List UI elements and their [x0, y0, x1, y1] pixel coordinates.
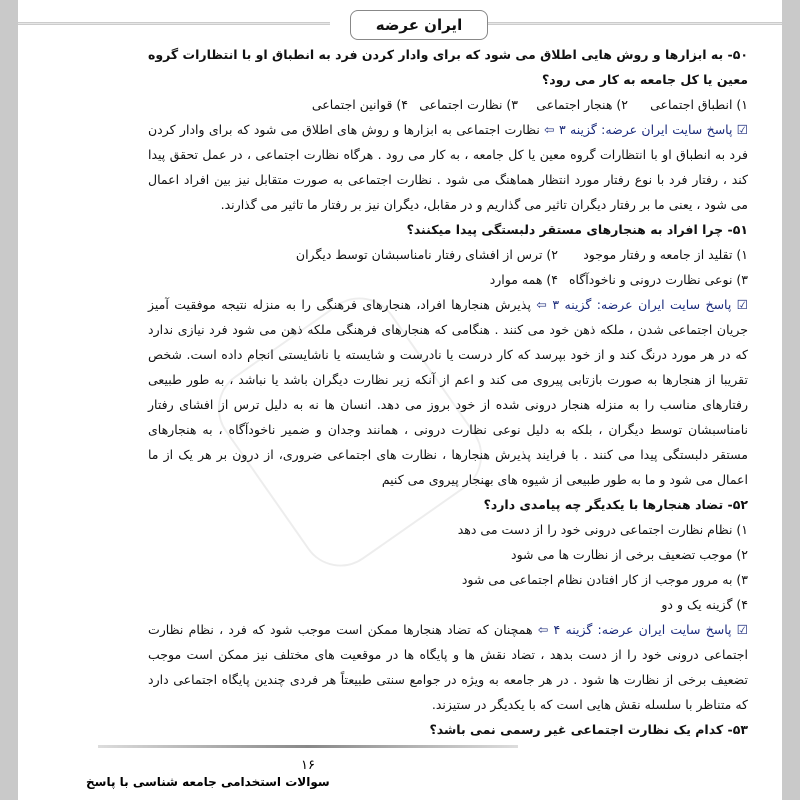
question-53: ۵۳- کدام یک نظارت اجتماعی غیر رسمی نمی باشد؟ [429, 722, 748, 737]
document-page [18, 0, 782, 800]
answer-50 [148, 117, 748, 217]
option: ۴) قوانین اجتماعی [311, 97, 408, 112]
answer-51 [148, 292, 748, 492]
answer-label: ☑ پاسخ سایت ایران عرضه: گزینه ۴ ⇦ [537, 622, 748, 637]
page-content [148, 42, 748, 742]
footer-rule [98, 745, 518, 748]
site-logo: ایران عرضه [350, 10, 488, 40]
answer-label: ☑ پاسخ سایت ایران عرضه: گزینه ۳ ⇦ [536, 297, 748, 312]
option: ۱) نظام نظارت اجتماعی درونی خود را از دست می دهد [457, 522, 748, 537]
option: ۱) انطباق اجتماعی [650, 97, 748, 112]
option: ۳) به مرور موجب از کار افتادن نظام اجتماعی می شود [461, 572, 748, 587]
footer-title: سوالات استخدامی جامعه شناسی با پاسخ [86, 775, 330, 789]
question-51: ۵۱- چرا افراد به هنجارهای مستقر دلبستگی پیدا میکنند؟ [406, 222, 748, 237]
option: ۴) گزینه یک و دو [661, 597, 748, 612]
option: ۳) نظارت اجتماعی [419, 97, 518, 112]
answer-52 [148, 617, 748, 717]
header-rule-left [18, 22, 330, 25]
option: ۲) هنجار اجتماعی [536, 97, 628, 112]
answer-label: ☑ پاسخ سایت ایران عرضه: گزینه ۳ ⇦ [544, 122, 749, 137]
option: ۳) نوعی نظارت درونی و ناخودآگاه [568, 272, 748, 287]
option: ۲) موجب تضعیف برخی از نظارت ها می شود [511, 547, 748, 562]
option: ۱) تقلید از جامعه و رفتار موجود [583, 247, 748, 262]
question-50: ۵۰- به ابزارها و روش هایی اطلاق می شود که برای وادار کردن فرد به انطباق او با انتظارات گروه معین یا کل جامعه به کار می رود؟ [148, 47, 748, 87]
answer-text: همچنان که تضاد هنجارها ممکن است موجب شود که فرد ، نظام نظارت اجتماعی درونی خود را از دست بدهد ، تضاد نقش ها و پایگاه ها در موقعیت های مختلف نیز ممکن است موجب تضعیف برخی از نظارت ها شود . در هر جامعه به ویژه در جوامع سنتی طبیعتاً هر فردی چندین پایگاه اجتماعی دارد که متناظر با سلسله نقش هایی است که با یکدیگر در ستیزند. [148, 622, 748, 712]
question-51-options [148, 242, 748, 267]
answer-text: نظارت اجتماعی به ابزارها و روش های اطلاق می شود که برای وادار کردن فرد به انطباق او با انتظارات گروه معین یا کل جامعه ، به کار می رود . هرگاه نظارت اجتماعی ، در عمل تحقق پیدا کند ، رفتار فرد با نوع رفتار مورد انتظار هماهنگ می شود . نظارت اجتماعی به صورت متقابل نیز بین افراد اعمال می شود ، یعنی ما بر رفتار دیگران تاثیر می گذاریم و در مقابل، دیگران نیز بر رفتار ما تاثیر می گذارند. [148, 122, 748, 212]
question-52: ۵۲- تضاد هنجارها با یکدیگر چه پیامدی دارد؟ [483, 497, 748, 512]
answer-text: پذیرش هنجارها افراد، هنجارهای فرهنگی را به منزله نتیجه موفقیت آمیز جریان اجتماعی شدن ، ملکه ذهن خود می کنند . هنگامی که هنجارهای فرهنگی ملکه ذهن می شود فرد نیازی ندارد که در هر مورد درنگ کند و از خود بپرسد که کار درست یا نادرست و شایسته یا ناشایستی انجام داده است. شخص تقریبا از هنجارها به صورت بازتابی پیروی می کند و اعم از آنکه زیر نظارت دیگران باشد یا نباشد ، به طور طبیعی رفتارهای مناسب را به منزله هنجار درونی شده از خود بروز می دهد. انسان ها نه به دلیل ترس از افشای رفتار نامناسبشان توسط دیگران ، بلکه به دلیل نوعی نظارت درونی ، همانند وجدان و ضمیر ناخودآگاه ، به هنجارهای مستقر دلبستگی پیدا می کنند . با فرایند پذیرش هنجارها ، نظارت های اجتماعی ضروری، از درون بر هر یک از ما اعمال می شود و ما به طور طبیعی از شیوه های بهنجار پیروی می کنیم [148, 297, 748, 487]
header-rule-right [470, 22, 782, 25]
question-51-options [148, 267, 748, 292]
option: ۲) ترس از افشای رفتار نامناسبشان توسط دیگران [295, 247, 558, 262]
page-number: ۱۶ [301, 758, 315, 773]
option: ۴) همه موارد [489, 272, 558, 287]
question-50-options [148, 92, 748, 117]
